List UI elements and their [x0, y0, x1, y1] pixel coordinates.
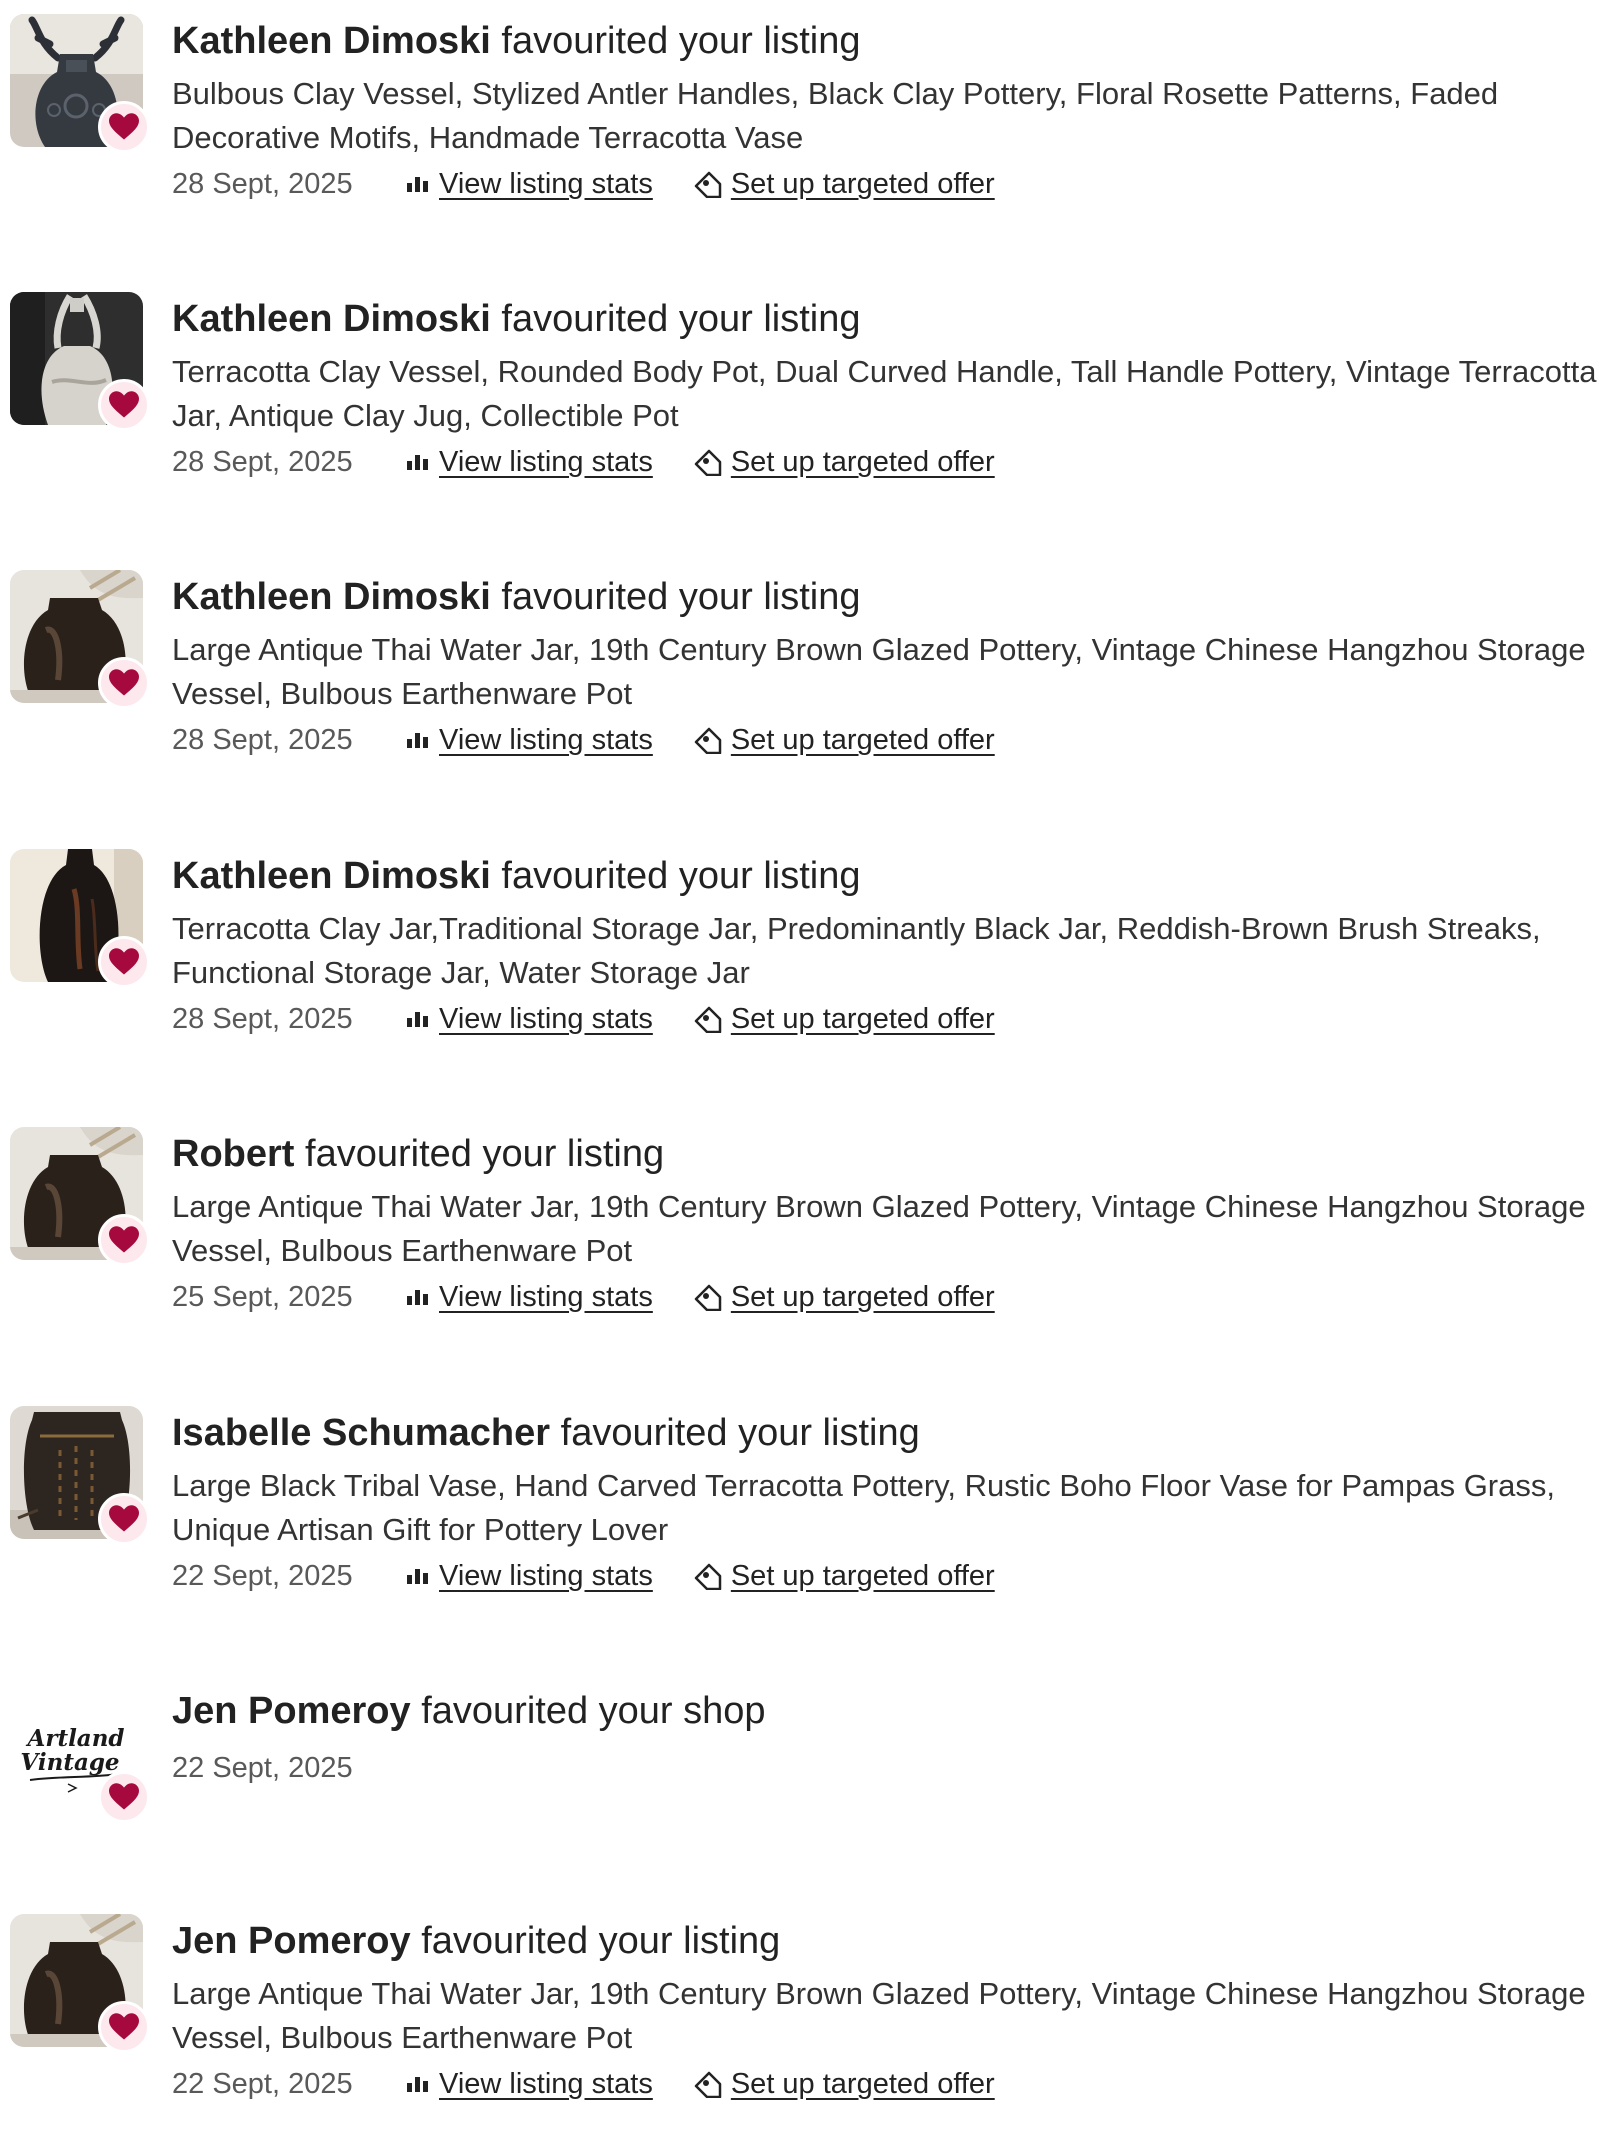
notification-headline	[172, 1406, 1600, 1460]
action-text: favourited your listing	[410, 1920, 781, 1962]
bar-chart-icon	[405, 174, 431, 194]
heart-icon	[98, 1493, 150, 1545]
view-stats-label[interactable]: View listing stats	[439, 446, 653, 478]
heart-icon	[98, 1214, 150, 1266]
view-listing-stats-link[interactable]	[405, 1554, 653, 1598]
listing-title[interactable]: Terracotta Clay Jar,Traditional Storage Jar, Predominantly Black Jar, Reddish-Brown Brush Streaks, Functional Storage Jar, Water Storage Jar	[172, 911, 1541, 990]
heart-icon	[98, 2001, 150, 2053]
bar-chart-icon	[405, 1287, 431, 1307]
notification-date: 28 Sept, 2025	[172, 168, 353, 200]
action-text: favourited your listing	[550, 1412, 920, 1454]
tag-icon	[693, 2070, 723, 2098]
tag-icon	[693, 1283, 723, 1311]
view-stats-label[interactable]: View listing stats	[439, 1003, 653, 1035]
notification-headline	[172, 849, 1600, 903]
bar-chart-icon	[405, 452, 431, 472]
user-name[interactable]: Kathleen Dimoski	[172, 298, 491, 340]
targeted-offer-link[interactable]	[693, 162, 995, 206]
notification-headline	[172, 1914, 1600, 1968]
view-stats-label[interactable]: View listing stats	[439, 1560, 653, 1592]
notification-date: 25 Sept, 2025	[172, 1281, 353, 1313]
user-name[interactable]: Jen Pomeroy	[172, 1920, 411, 1962]
tag-icon	[693, 726, 723, 754]
listing-title[interactable]: Large Antique Thai Water Jar, 19th Century Brown Glazed Pottery, Vintage Chinese Hangzhou Storage Vessel, Bulbous Earthenware Pot	[172, 1189, 1586, 1268]
notification-headline	[172, 570, 1600, 624]
bar-chart-icon	[405, 2074, 431, 2094]
svg-text:Artland: Artland	[27, 1725, 125, 1752]
view-stats-label[interactable]: View listing stats	[439, 168, 653, 200]
tag-icon	[693, 1005, 723, 1033]
user-name[interactable]: Kathleen Dimoski	[172, 855, 491, 897]
notification-date: 22 Sept, 2025	[172, 1560, 353, 1592]
view-listing-stats-link[interactable]	[405, 2062, 653, 2106]
targeted-offer-link[interactable]	[693, 718, 995, 762]
notification-headline	[172, 14, 1600, 68]
tag-icon	[693, 448, 723, 476]
user-name[interactable]: Kathleen Dimoski	[172, 576, 491, 618]
listing-title[interactable]: Bulbous Clay Vessel, Stylized Antler Handles, Black Clay Pottery, Floral Rosette Patterns, Faded Decorative Motifs, Handmade Terracotta Vase	[172, 76, 1499, 155]
notification-date: 22 Sept, 2025	[172, 2068, 353, 2100]
targeted-offer-label[interactable]: Set up targeted offer	[730, 724, 995, 756]
action-text: favourited your listing	[490, 298, 861, 340]
tag-icon	[693, 170, 723, 198]
user-name[interactable]: Robert	[172, 1133, 295, 1175]
targeted-offer-label[interactable]: Set up targeted offer	[730, 2068, 995, 2100]
action-text: favourited your listing	[490, 855, 861, 897]
view-listing-stats-link[interactable]	[405, 997, 653, 1041]
notification-date: 28 Sept, 2025	[172, 724, 353, 756]
targeted-offer-link[interactable]	[693, 1275, 995, 1319]
heart-icon	[98, 101, 150, 153]
user-name[interactable]: Jen Pomeroy	[172, 1690, 411, 1732]
bar-chart-icon	[405, 730, 431, 750]
listing-title[interactable]: Large Black Tribal Vase, Hand Carved Terracotta Pottery, Rustic Boho Floor Vase for Pampas Grass, Unique Artisan Gift for Pottery Lover	[172, 1468, 1555, 1547]
action-text: favourited your listing	[490, 576, 861, 618]
view-stats-label[interactable]: View listing stats	[439, 2068, 653, 2100]
listing-title[interactable]: Large Antique Thai Water Jar, 19th Century Brown Glazed Pottery, Vintage Chinese Hangzhou Storage Vessel, Bulbous Earthenware Pot	[172, 1976, 1586, 2055]
heart-icon	[98, 657, 150, 709]
view-stats-label[interactable]: View listing stats	[439, 1281, 653, 1313]
bar-chart-icon	[405, 1566, 431, 1586]
tag-icon	[693, 1562, 723, 1590]
targeted-offer-label[interactable]: Set up targeted offer	[730, 1003, 995, 1035]
bar-chart-icon	[405, 1009, 431, 1029]
view-stats-label[interactable]: View listing stats	[439, 724, 653, 756]
listing-title[interactable]: Terracotta Clay Vessel, Rounded Body Pot, Dual Curved Handle, Tall Handle Pottery, Vintage Terracotta Jar, Antique Clay Jug, Collectible Pot	[172, 354, 1597, 433]
targeted-offer-link[interactable]	[693, 440, 995, 484]
notification-headline	[172, 1127, 1600, 1181]
heart-icon	[98, 1771, 150, 1823]
notification-headline	[172, 1684, 1600, 1738]
user-name[interactable]: Kathleen Dimoski	[172, 20, 491, 62]
heart-icon	[98, 936, 150, 988]
view-listing-stats-link[interactable]	[405, 440, 653, 484]
view-listing-stats-link[interactable]	[405, 1275, 653, 1319]
action-text: favourited your shop	[410, 1690, 766, 1732]
notification-date: 22 Sept, 2025	[172, 1752, 353, 1784]
listing-title[interactable]: Large Antique Thai Water Jar, 19th Century Brown Glazed Pottery, Vintage Chinese Hangzhou Storage Vessel, Bulbous Earthenware Pot	[172, 632, 1586, 711]
user-name[interactable]: Isabelle Schumacher	[172, 1412, 551, 1454]
action-text: favourited your listing	[294, 1133, 665, 1175]
targeted-offer-label[interactable]: Set up targeted offer	[730, 1560, 995, 1592]
targeted-offer-link[interactable]	[693, 2062, 995, 2106]
svg-text:Vintage: Vintage	[20, 1749, 120, 1776]
view-listing-stats-link[interactable]	[405, 718, 653, 762]
notification-date: 28 Sept, 2025	[172, 446, 353, 478]
targeted-offer-label[interactable]: Set up targeted offer	[730, 168, 995, 200]
notification-headline	[172, 292, 1600, 346]
targeted-offer-label[interactable]: Set up targeted offer	[730, 446, 995, 478]
action-text: favourited your listing	[490, 20, 861, 62]
targeted-offer-link[interactable]	[693, 1554, 995, 1598]
targeted-offer-link[interactable]	[693, 997, 995, 1041]
heart-icon	[98, 379, 150, 431]
notification-date: 28 Sept, 2025	[172, 1003, 353, 1035]
targeted-offer-label[interactable]: Set up targeted offer	[730, 1281, 995, 1313]
view-listing-stats-link[interactable]	[405, 162, 653, 206]
